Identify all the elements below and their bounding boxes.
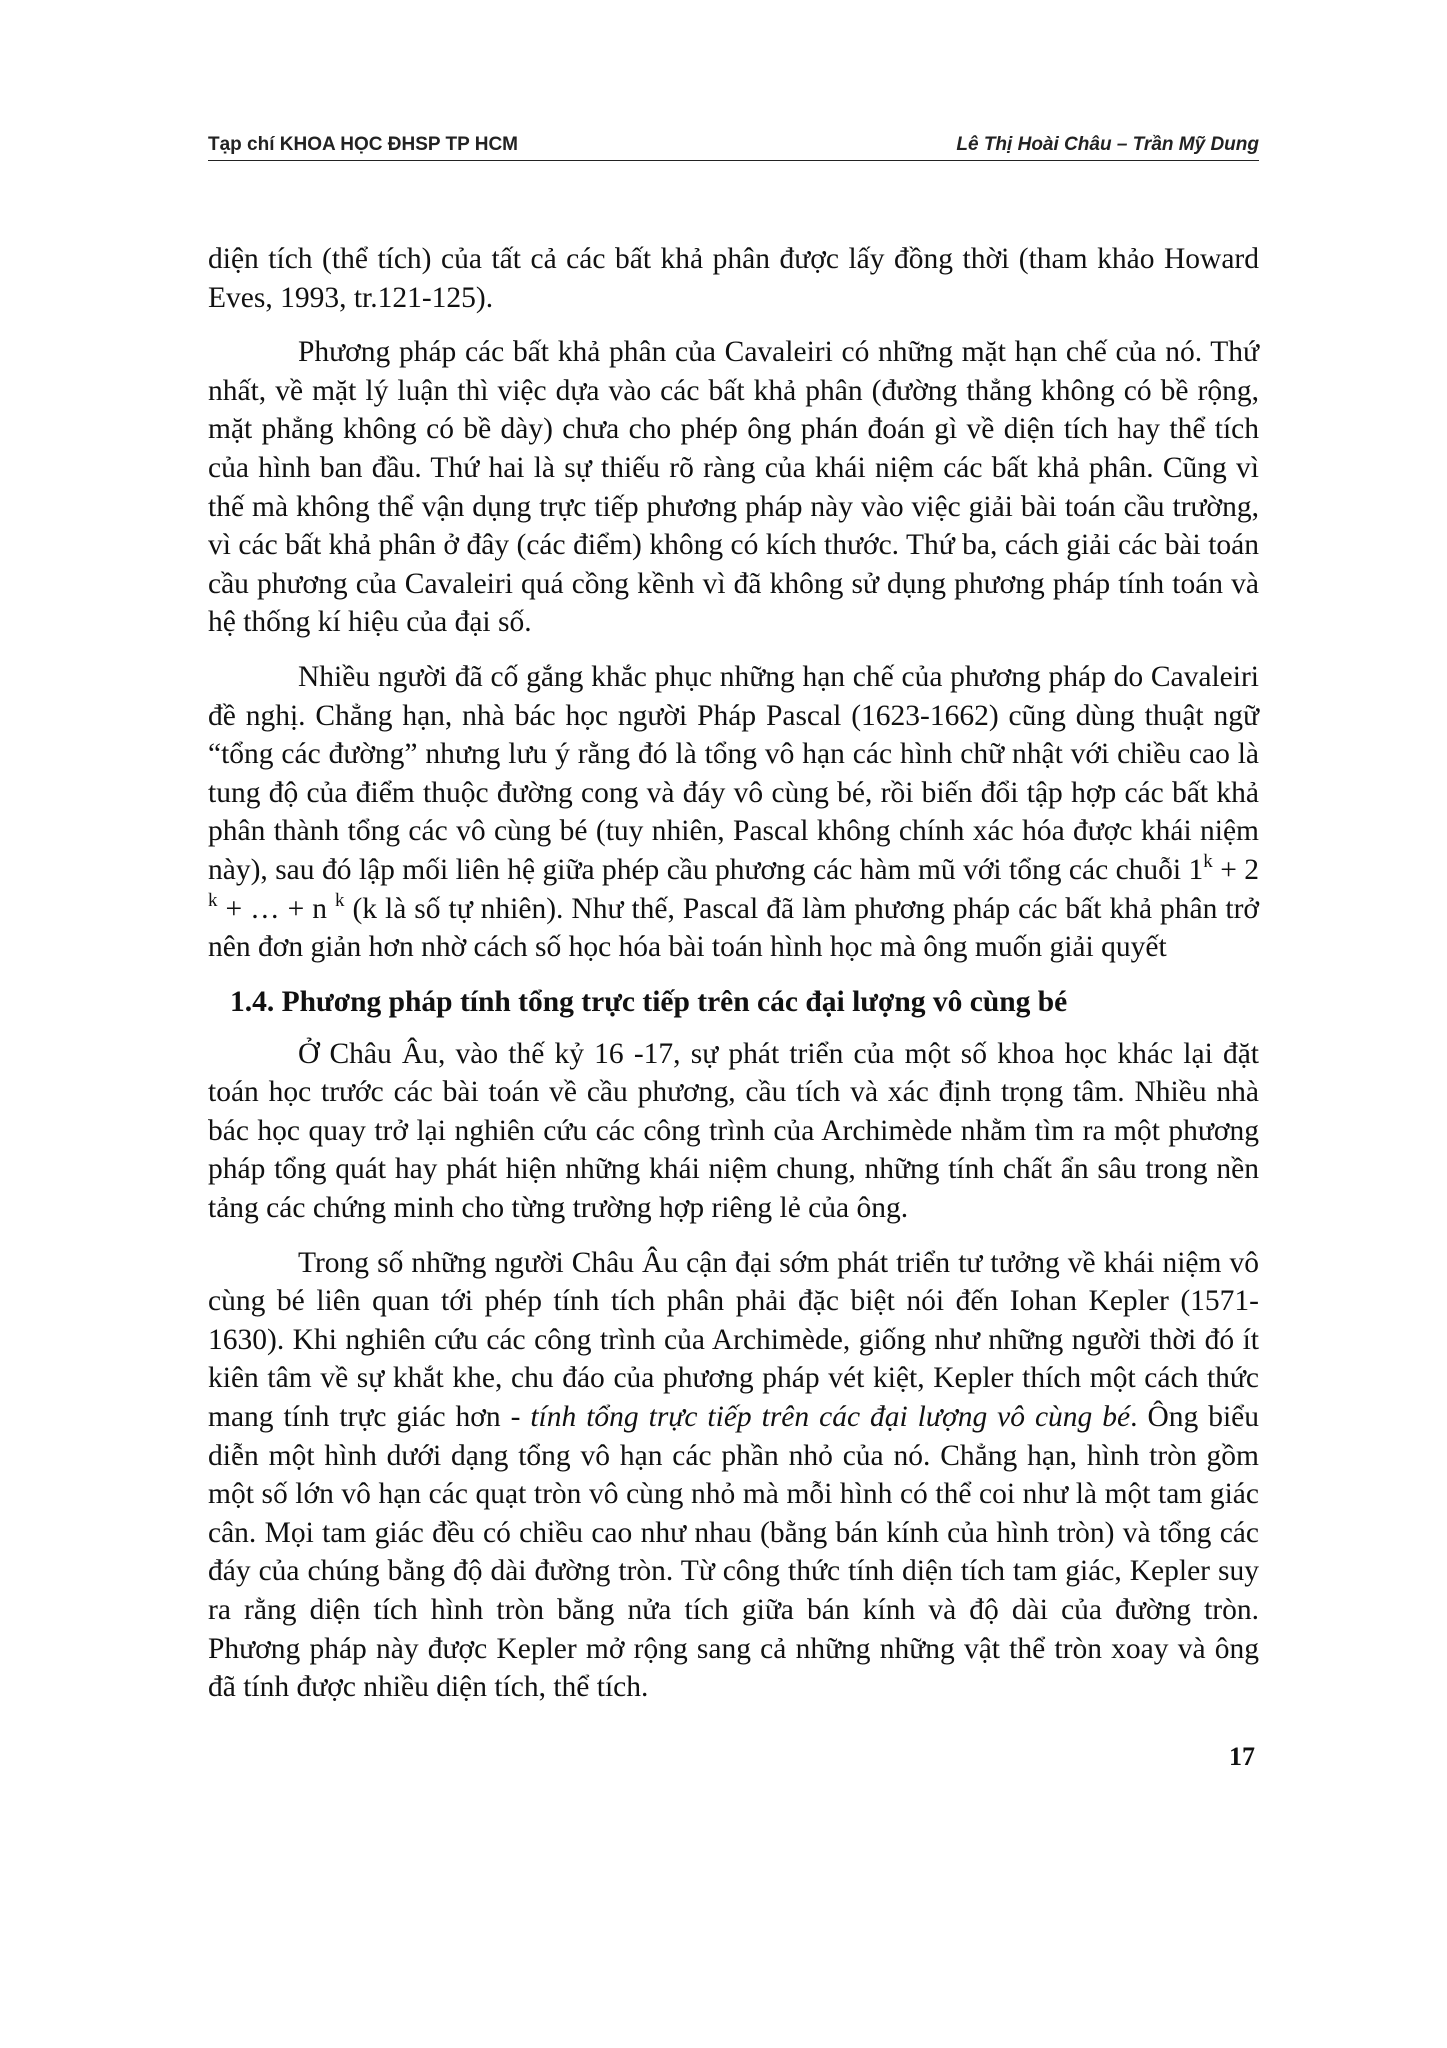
paragraph-pascal-text-1: Nhiều người đã cố gắng khắc phục những hạn chế của phương pháp do Cavaleiri đề nghị. Chẳng hạn, nhà bác học người Pháp Pascal (1623-1662) cũng dùng thuật ngữ “tổng các đường” nhưng lưu ý rằng đó là tổng vô hạn các hình chữ nhật với chiều cao là tung độ của điểm thuộc đường cong và đáy vô cùng bé, rồi biến đổi tập hợp các bất khả phân thành tổng các vô cùng bé (tuy nhiên, Pascal không chính xác hóa được khái niệm này), sau đó lập mối liên hệ giữa phép cầu phương các hàm mũ với tổng các chuỗi 1: [208, 660, 1259, 886]
paragraph-kepler: [208, 1244, 1259, 1707]
paragraph-kepler-text-1: Trong số những người Châu Âu cận đại sớm phát triển tư tưởng về khái niệm vô cùng bé liên quan tới phép tính tích phân phải đặc biệt nói đến Iohan Kepler (1571-1630). Khi nghiên cứu các công trình của Archimède, giống như những người thời đó ít kiên tâm về sự khắt khe, chu đáo của phương pháp vét kiệt, Kepler thích một cách thức mang tính trực giác hơn -: [208, 1246, 1259, 1434]
exponent-k-1: k: [1203, 850, 1213, 872]
paragraph-cavalieri-limits: Phương pháp các bất khả phân của Cavaleiri có những mặt hạn chế của nó. Thứ nhất, về mặt lý luận thì việc dựa vào các bất khả phân (đường thẳng không có bề rộng, mặt phẳng không có bề dày) chưa cho phép ông phán đoán gì về diện tích hay thể tích của hình ban đầu. Thứ hai là sự thiếu rõ ràng của khái niệm các bất khả phân. Cũng vì thế mà không thể vận dụng trực tiếp phương pháp này vào việc giải bài toán cầu trường, vì các bất khả phân ở đây (các điểm) không có kích thước. Thứ ba, cách giải các bài toán cầu phương của Cavaleiri quá cồng kềnh vì đã không sử dụng phương pháp tính toán và hệ thống kí hiệu của đại số.: [208, 336, 1259, 639]
page-number: 17: [1229, 1742, 1255, 1771]
paragraph-pascal-text-4: (k là số tự nhiên). Như thế, Pascal đã làm phương pháp các bất khả phân trở nên đơn giản hơn nhờ cách số học hóa bài toán hình học mà ông muốn giải quyết: [208, 892, 1259, 964]
paragraph-continuation: diện tích (thể tích) của tất cả các bất khả phân được lấy đồng thời (tham khảo Howard Eves, 1993, tr.121-125).: [208, 243, 1259, 314]
paragraph-kepler-text-2: . Ông biểu diễn một hình dưới dạng tổng vô hạn các phần nhỏ của nó. Chẳng hạn, hình tròn gồm một số lớn vô hạn các quạt tròn vô cùng nhỏ mà mỗi hình có thể coi như là một tam giác cân. Mọi tam giác đều có chiều cao như nhau (bằng bán kính của hình tròn) và tổng các đáy của chúng bằng độ dài đường tròn. Từ công thức tính diện tích tam giác, Kepler suy ra rằng diện tích hình tròn bằng nửa tích giữa bán kính và độ dài của đường tròn. Phương pháp này được Kepler mở rộng sang cả những những vật thể tròn xoay và ông đã tính được nhiều diện tích, thể tích.: [208, 1401, 1259, 1704]
paragraph-pascal-text-2: + 2: [1212, 853, 1259, 886]
paragraph-europe: Ở Châu Âu, vào thế kỷ 16 -17, sự phát triển của một số khoa học khác lại đặt toán học trước các bài toán về cầu phương, cầu tích và xác định trọng tâm. Nhiều nhà bác học quay trở lại nghiên cứu các công trình của Archimède nhằm tìm ra một phương pháp tổng quát hay phát hiện những khái niệm chung, những tính chất ẩn sâu trong nền tảng các chứng minh cho từng trường hợp riêng lẻ của ông.: [208, 1037, 1259, 1225]
exponent-k-2: k: [208, 889, 218, 911]
paragraph-pascal: [208, 658, 1259, 967]
section-heading: 1.4. Phương pháp tính tổng trực tiếp trên các đại lượng vô cùng bé: [230, 985, 1068, 1018]
journal-title: Tạp chí KHOA HỌC ĐHSP TP HCM: [208, 134, 519, 155]
paragraph-pascal-text-3: + … + n: [217, 892, 335, 925]
author-names: Lê Thị Hoài Châu – Trần Mỹ Dung: [956, 134, 1259, 155]
exponent-k-3: k: [334, 889, 345, 911]
article-body: [208, 240, 1259, 1707]
paragraph-kepler-emphasis: tính tổng trực tiếp trên các đại lượng vô cùng bé: [530, 1401, 1131, 1434]
running-header: [208, 128, 1259, 164]
header-divider: [208, 160, 1259, 161]
